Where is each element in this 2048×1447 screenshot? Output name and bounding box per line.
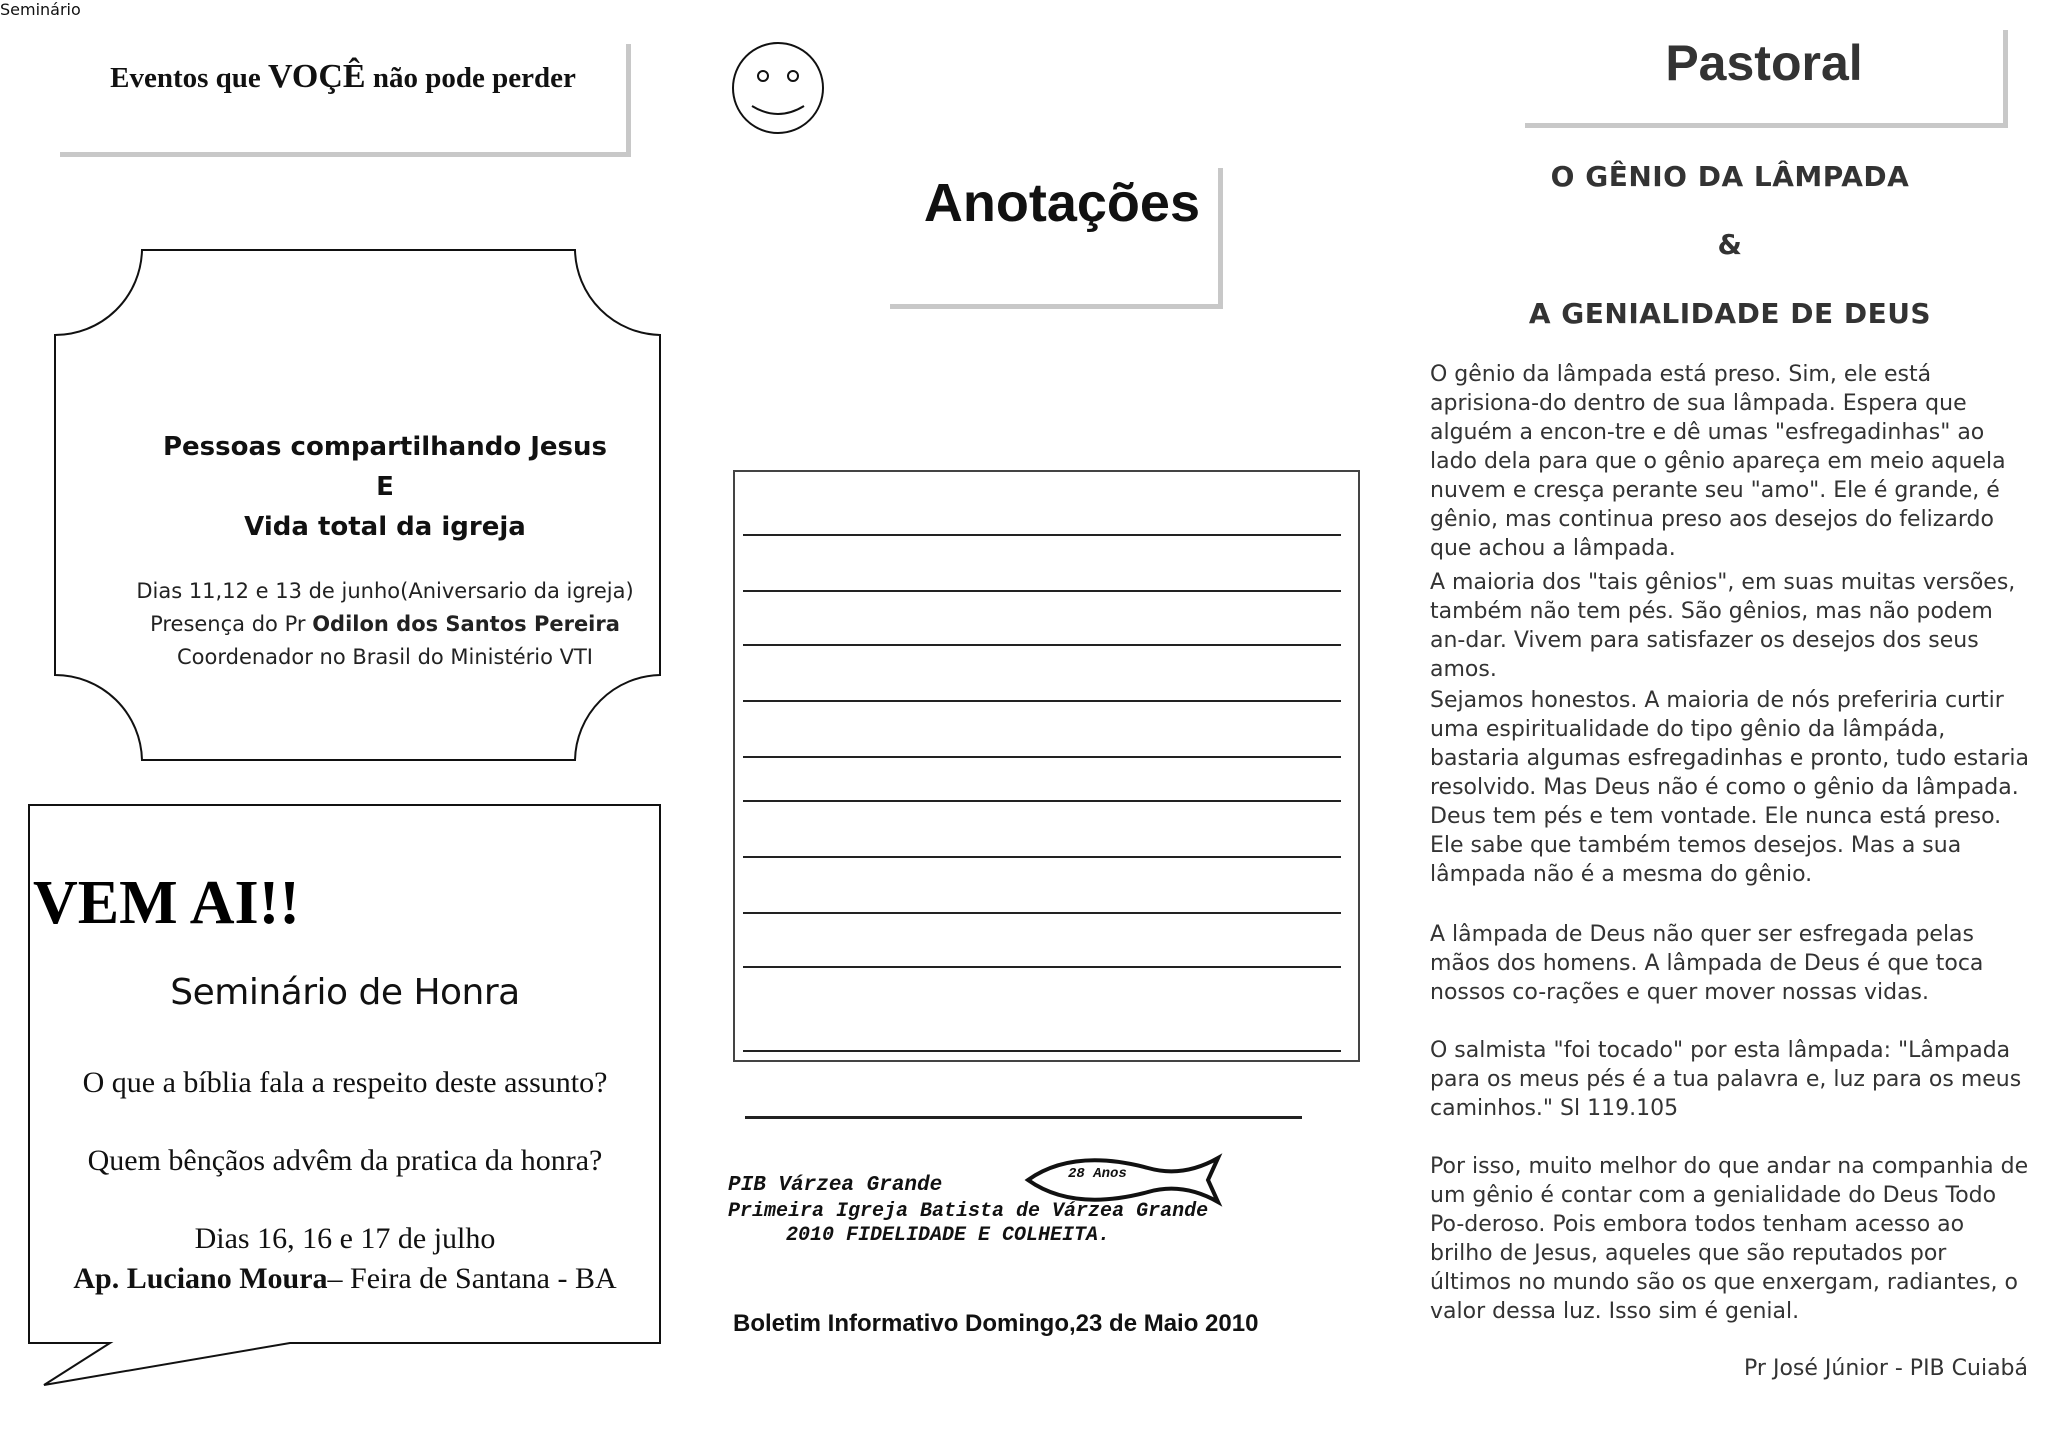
anotacoes-header-box xyxy=(890,168,1223,309)
article-paragraph-4: A lâmpada de Deus não quer ser esfregada pelas mãos dos homens. A lâmpada de Deus é que toca nossos co-rações e quer mover nossas vidas. xyxy=(1430,922,1984,1005)
pastoral-header-box xyxy=(1525,30,2008,128)
seminario-line-2: E xyxy=(376,472,394,502)
note-line xyxy=(743,590,1341,592)
article-signature: Pr José Júnior - PIB Cuiabá xyxy=(1744,1356,2028,1381)
article-paragraph-6: Por isso, muito melhor do que andar na companhia de um gênio é contar com a genialidade do Deus Todo Po-deroso. Pois embora todos tenham acesso ao brilho de Jesus, aqueles que são reputados por últimos no mundo são os que enxergam, radiantes, o valor dessa luz. Isso sim é genial. xyxy=(1430,1154,2029,1324)
note-line xyxy=(743,644,1341,646)
note-line xyxy=(743,700,1341,702)
logo-line-1: PIB Várzea Grande xyxy=(728,1174,943,1197)
seminario-presence-name: Odilon dos Santos Pereira xyxy=(312,612,620,636)
note-line xyxy=(743,912,1341,914)
seminario-presence-label: Presença do Pr xyxy=(150,612,306,636)
vem-ai-question-2: Quem bênçãos advêm da pratica da honra? xyxy=(87,1144,603,1177)
note-line xyxy=(743,966,1341,968)
pastoral-title: Pastoral xyxy=(1665,35,1863,91)
vem-ai-question-1: O que a bíblia fala a respeito deste assunto? xyxy=(82,1066,608,1099)
article-paragraph-1: O gênio da lâmpada está preso. Sim, ele está aprisiona-do dentro de sua lâmpada. Espera que alguém a encon-tre e dê umas "esfregadinhas" ao lado dela para que o gênio apareça em meio aquela nuvem e cresça perante seu "amo". Ele é grande, é gênio, mas continua preso aos desejos do felizardo que achou a lâmpada. xyxy=(1430,362,2006,561)
note-line xyxy=(743,1050,1341,1052)
anotacoes-title: Anotações xyxy=(923,173,1200,233)
vem-ai-dates: Dias 16, 16 e 17 de julho xyxy=(194,1222,496,1255)
seminario-presence xyxy=(60,608,710,641)
seminario-line-1: Pessoas compartilhando Jesus xyxy=(162,432,608,462)
note-line xyxy=(743,800,1341,802)
vem-ai-headline: VEM AI!! xyxy=(33,869,300,937)
seminario-coordinator: Coordenador no Brasil do Ministério VTI xyxy=(177,645,593,669)
events-title-pre: Eventos que xyxy=(110,62,261,94)
seminario-line-3: Vida total da igreja xyxy=(244,512,526,542)
logo-line-3: 2010 FIDELIDADE E COLHEITA. xyxy=(786,1224,1111,1247)
events-title-post: não pode perder xyxy=(372,62,576,94)
vem-ai-speaker-place: – Feira de Santana - BA xyxy=(327,1262,617,1295)
smiley-face-icon xyxy=(733,43,823,133)
seminario-honra-title: Seminário de Honra xyxy=(170,972,520,1013)
notes-box xyxy=(733,470,1360,1062)
article-headline-2: A GENIALIDADE DE DEUS xyxy=(1528,297,1932,330)
article-headline-amp: & xyxy=(1717,228,1743,261)
article-paragraph-5: O salmista "foi tocado" por esta lâmpada: "Lâmpada para os meus pés é a tua palavra e, luz para os meus caminhos." Sl 119.105 xyxy=(1430,1038,2022,1121)
logo-fish-text: 28 Anos xyxy=(1068,1166,1127,1182)
signature-line xyxy=(745,1116,1302,1119)
note-line xyxy=(743,756,1341,758)
bulletin-date: Boletim Informativo Domingo,23 de Maio 2010 xyxy=(733,1310,1259,1337)
vem-ai-speaker xyxy=(30,1262,660,1296)
church-logo xyxy=(728,1150,1338,1247)
logo-line-2: Primeira Igreja Batista de Várzea Grande xyxy=(728,1200,1209,1223)
seminario-heading: Seminário xyxy=(0,0,81,19)
article-paragraph-2: A maioria dos "tais gênios", em suas muitas versões, também não tem pés. São gênios, mas não podem an-dar. Vivem para satisfazer os desejos dos seus amos. xyxy=(1430,570,2016,682)
article-headline-1: O GÊNIO DA LÂMPADA xyxy=(1550,160,1910,193)
seminario-body xyxy=(60,427,710,674)
note-line xyxy=(743,856,1341,858)
article-paragraph-3: Sejamos honestos. A maioria de nós preferiria curtir uma espiritualidade do tipo gênio da lâmpáda, bastaria algumas esfregadinhas e pronto, tudo estaria resolvido. Mas Deus não é como o gênio da lâmpada. Deus tem pés e tem vontade. Ele nunca está preso. Ele sabe que também temos desejos. Mas a sua lâmpada não é a mesma do gênio. xyxy=(1430,688,2029,887)
events-title-emphasis: VOÇÊ xyxy=(268,58,366,95)
vem-ai-speaker-name: Ap. Luciano Moura xyxy=(73,1262,328,1295)
seminario-dates: Dias 11,12 e 13 de junho(Aniversario da igreja) xyxy=(136,579,634,603)
note-line xyxy=(743,534,1341,536)
